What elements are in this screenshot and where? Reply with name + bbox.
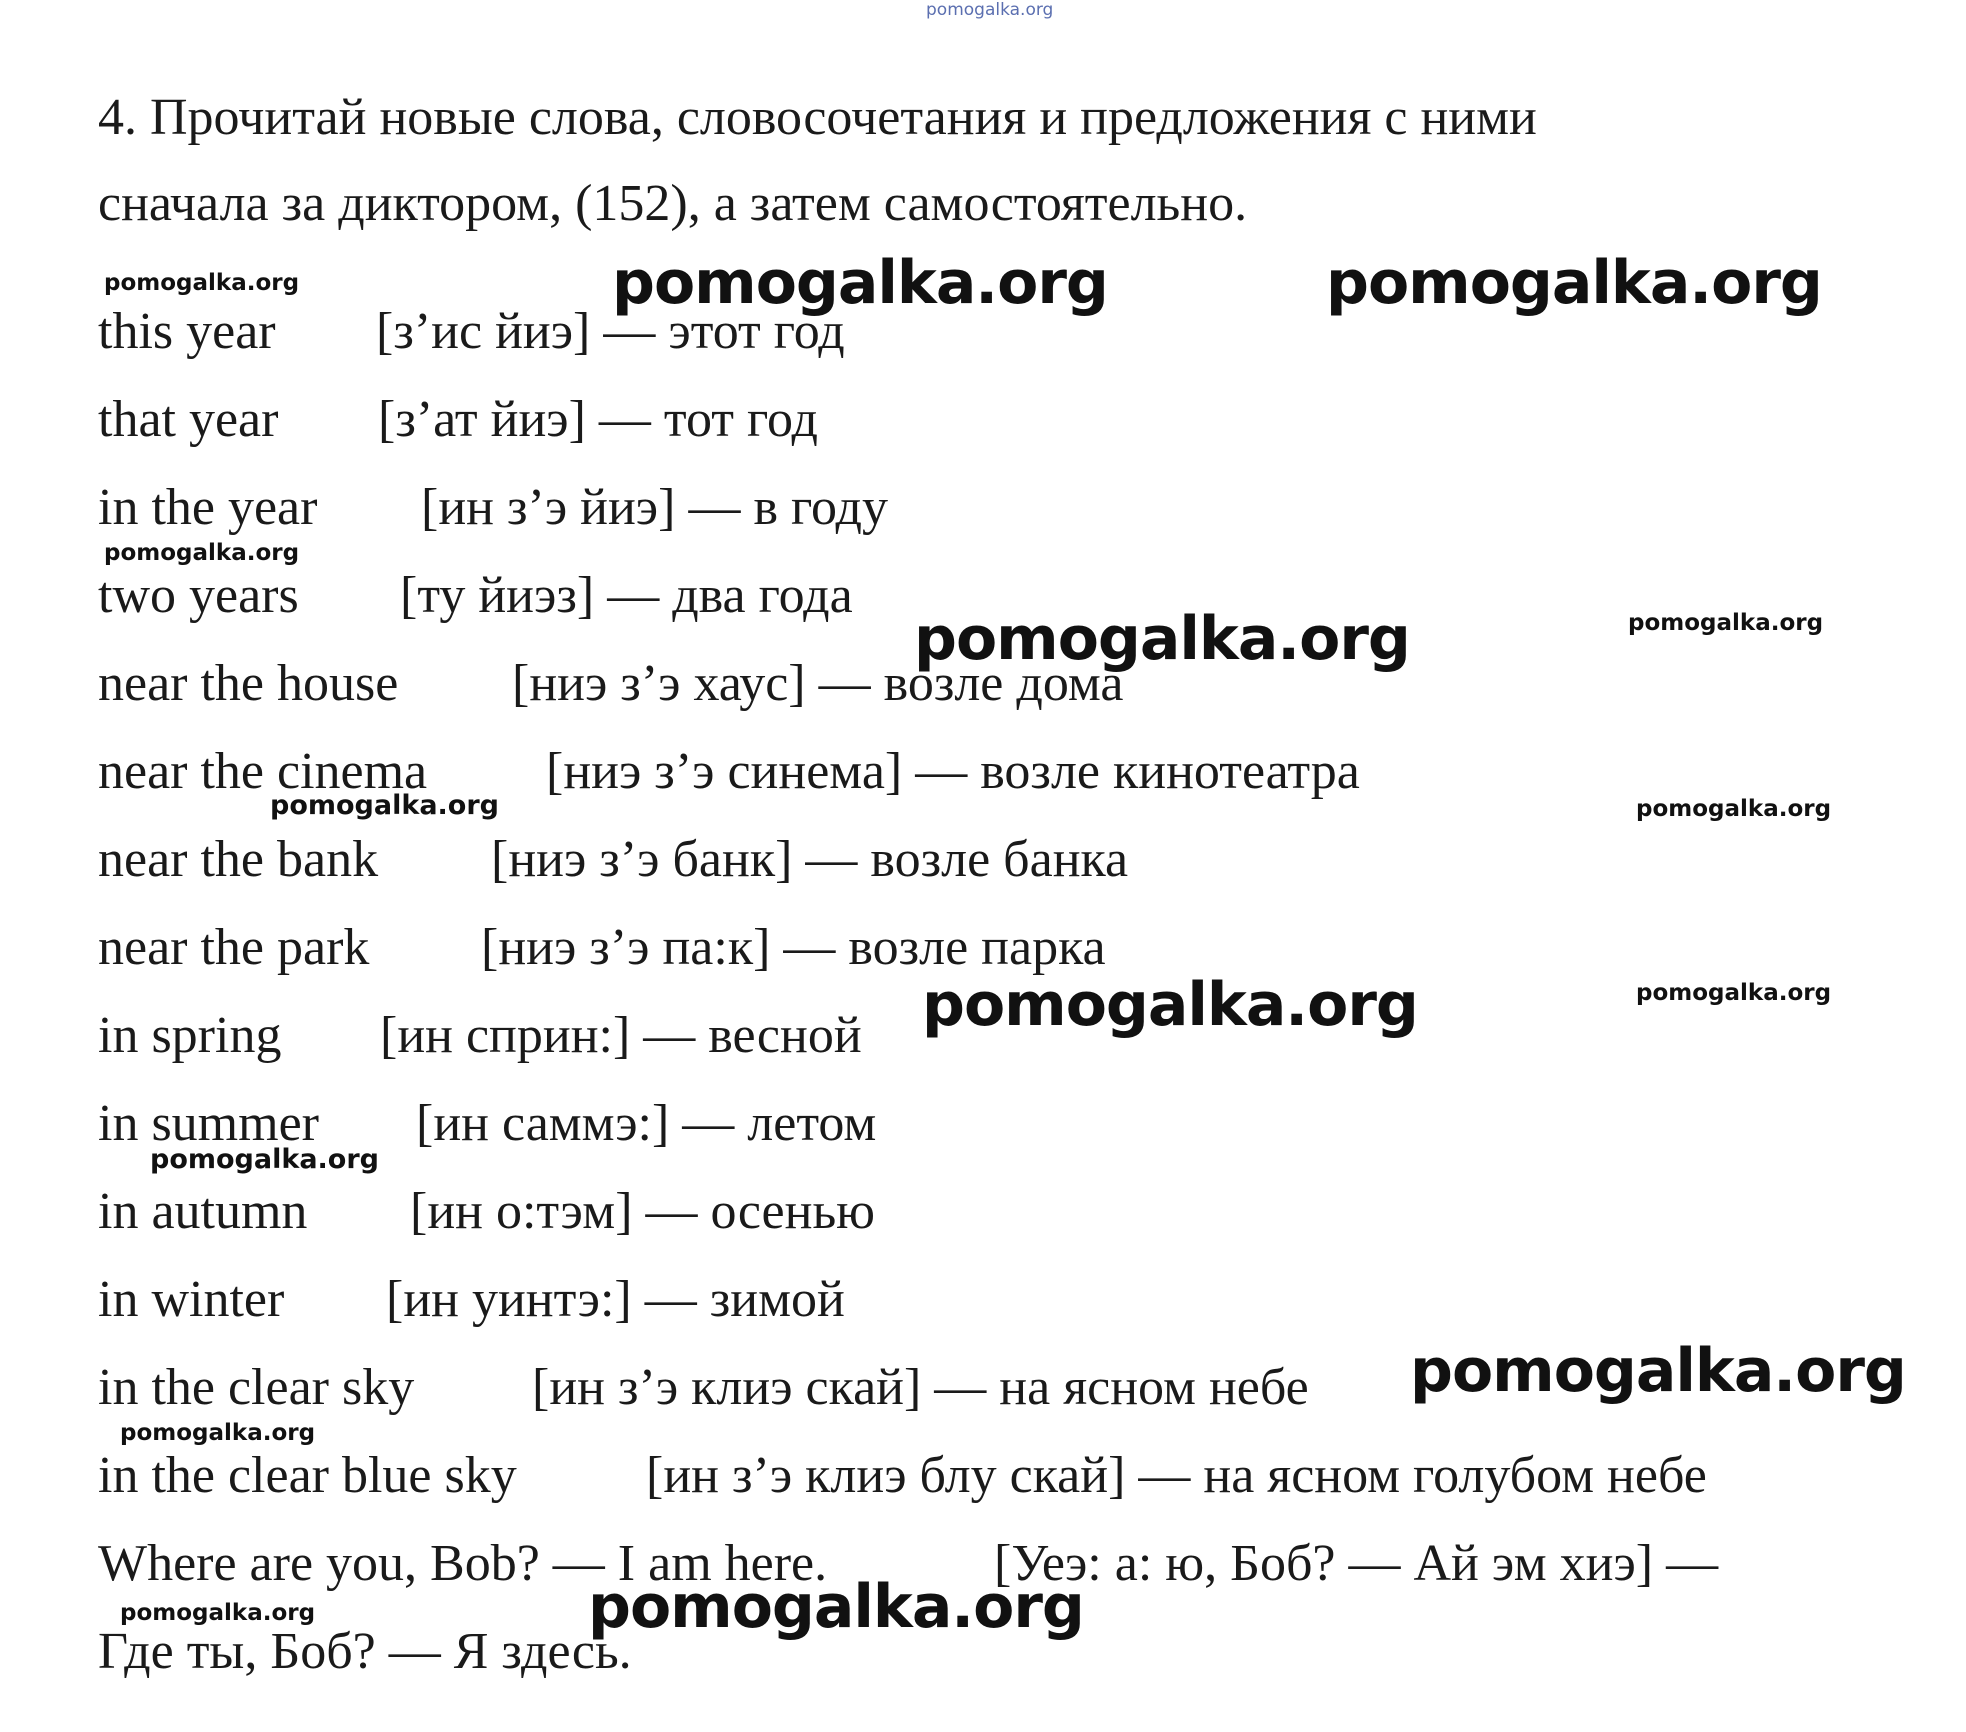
vocab-ru: [ниэ з’э синема] — возле кинотеатра (546, 743, 1360, 800)
vocab-ru: [ин сприн:] — весной (380, 1007, 862, 1064)
watermark: pomogalka.org (1410, 1336, 1906, 1406)
vocab-ru: [ин з’э клиэ скай] — на ясном небе (532, 1359, 1309, 1416)
watermark: pomogalka.org (922, 970, 1418, 1040)
watermark: pomogalka.org (120, 1420, 316, 1446)
watermark: pomogalka.org (612, 248, 1108, 318)
vocab-en: two years (98, 567, 299, 624)
vocab-row (98, 1358, 1309, 1418)
vocab-en: in summer (98, 1095, 319, 1152)
vocab-row (98, 1446, 1707, 1506)
watermark: pomogalka.org (1628, 610, 1824, 636)
vocab-en: in the clear sky (98, 1359, 415, 1416)
vocab-row (98, 566, 853, 626)
header-watermark: pomogalka.org (926, 0, 1054, 20)
vocab-row (98, 390, 818, 450)
watermark: pomogalka.org (270, 790, 499, 821)
watermark: pomogalka.org (914, 604, 1410, 674)
watermark: pomogalka.org (150, 1144, 379, 1175)
watermark: pomogalka.org (104, 270, 300, 296)
vocab-en: that year (98, 391, 279, 448)
vocab-ru: [ин з’э йиэ] — в году (421, 479, 888, 536)
vocab-ru: [ин о:тэм] — осенью (410, 1183, 876, 1240)
watermark: pomogalka.org (104, 540, 300, 566)
vocab-row (98, 1182, 875, 1242)
vocab-ru: [ниэ з’э банк] — возле банка (491, 831, 1129, 888)
task-line-1: 4. Прочитай новые слова, словосочетания и предложения с ними (98, 89, 1537, 146)
watermark: pomogalka.org (1326, 248, 1822, 318)
vocab-en: in the clear blue sky (98, 1447, 517, 1504)
vocab-row (98, 1270, 845, 1330)
sentence-en: Where are you, Bob? — I am here. (98, 1535, 828, 1592)
vocab-row (98, 830, 1128, 890)
vocab-ru: [ин з’э клиэ блу скай] — на ясном голубом небе (646, 1447, 1707, 1504)
vocab-en: in spring (98, 1007, 282, 1064)
vocab-row (98, 918, 1106, 978)
watermark: pomogalka.org (1636, 980, 1832, 1006)
vocab-row (98, 478, 888, 538)
watermark: pomogalka.org (1636, 796, 1832, 822)
vocab-ru: [ин саммэ:] — летом (416, 1095, 877, 1152)
vocab-ru: [ин уинтэ:] — зимой (386, 1271, 845, 1328)
watermark: pomogalka.org (588, 1572, 1084, 1642)
vocab-en: in autumn (98, 1183, 308, 1240)
vocab-ru: [ту йиэз] — два года (400, 567, 853, 624)
sentence-line-2: Где ты, Боб? — Я здесь. (98, 1623, 632, 1680)
vocab-en: near the cinema (98, 743, 428, 800)
vocab-ru: [ниэ з’э хаус] — возле дома (512, 655, 1124, 712)
vocab-en: near the bank (98, 831, 379, 888)
vocab-en: near the park (98, 919, 370, 976)
vocab-en: in winter (98, 1271, 285, 1328)
vocab-ru: [ниэ з’э па:к] — возле парка (481, 919, 1106, 976)
vocab-en: in the year (98, 479, 318, 536)
vocab-row (98, 1006, 862, 1066)
watermark: pomogalka.org (120, 1600, 316, 1626)
vocab-ru: [з’ис йиэ] — этот год (376, 303, 845, 360)
task-line-2: сначала за диктором, (152), а затем самостоятельно. (98, 175, 1248, 232)
vocab-ru: [з’ат йиэ] — тот год (378, 391, 818, 448)
vocab-en: near the house (98, 655, 399, 712)
sentence-ru-part1: [Уеэ: а: ю, Боб? — Ай эм хиэ] — (994, 1535, 1719, 1592)
vocab-en: this year (98, 303, 276, 360)
